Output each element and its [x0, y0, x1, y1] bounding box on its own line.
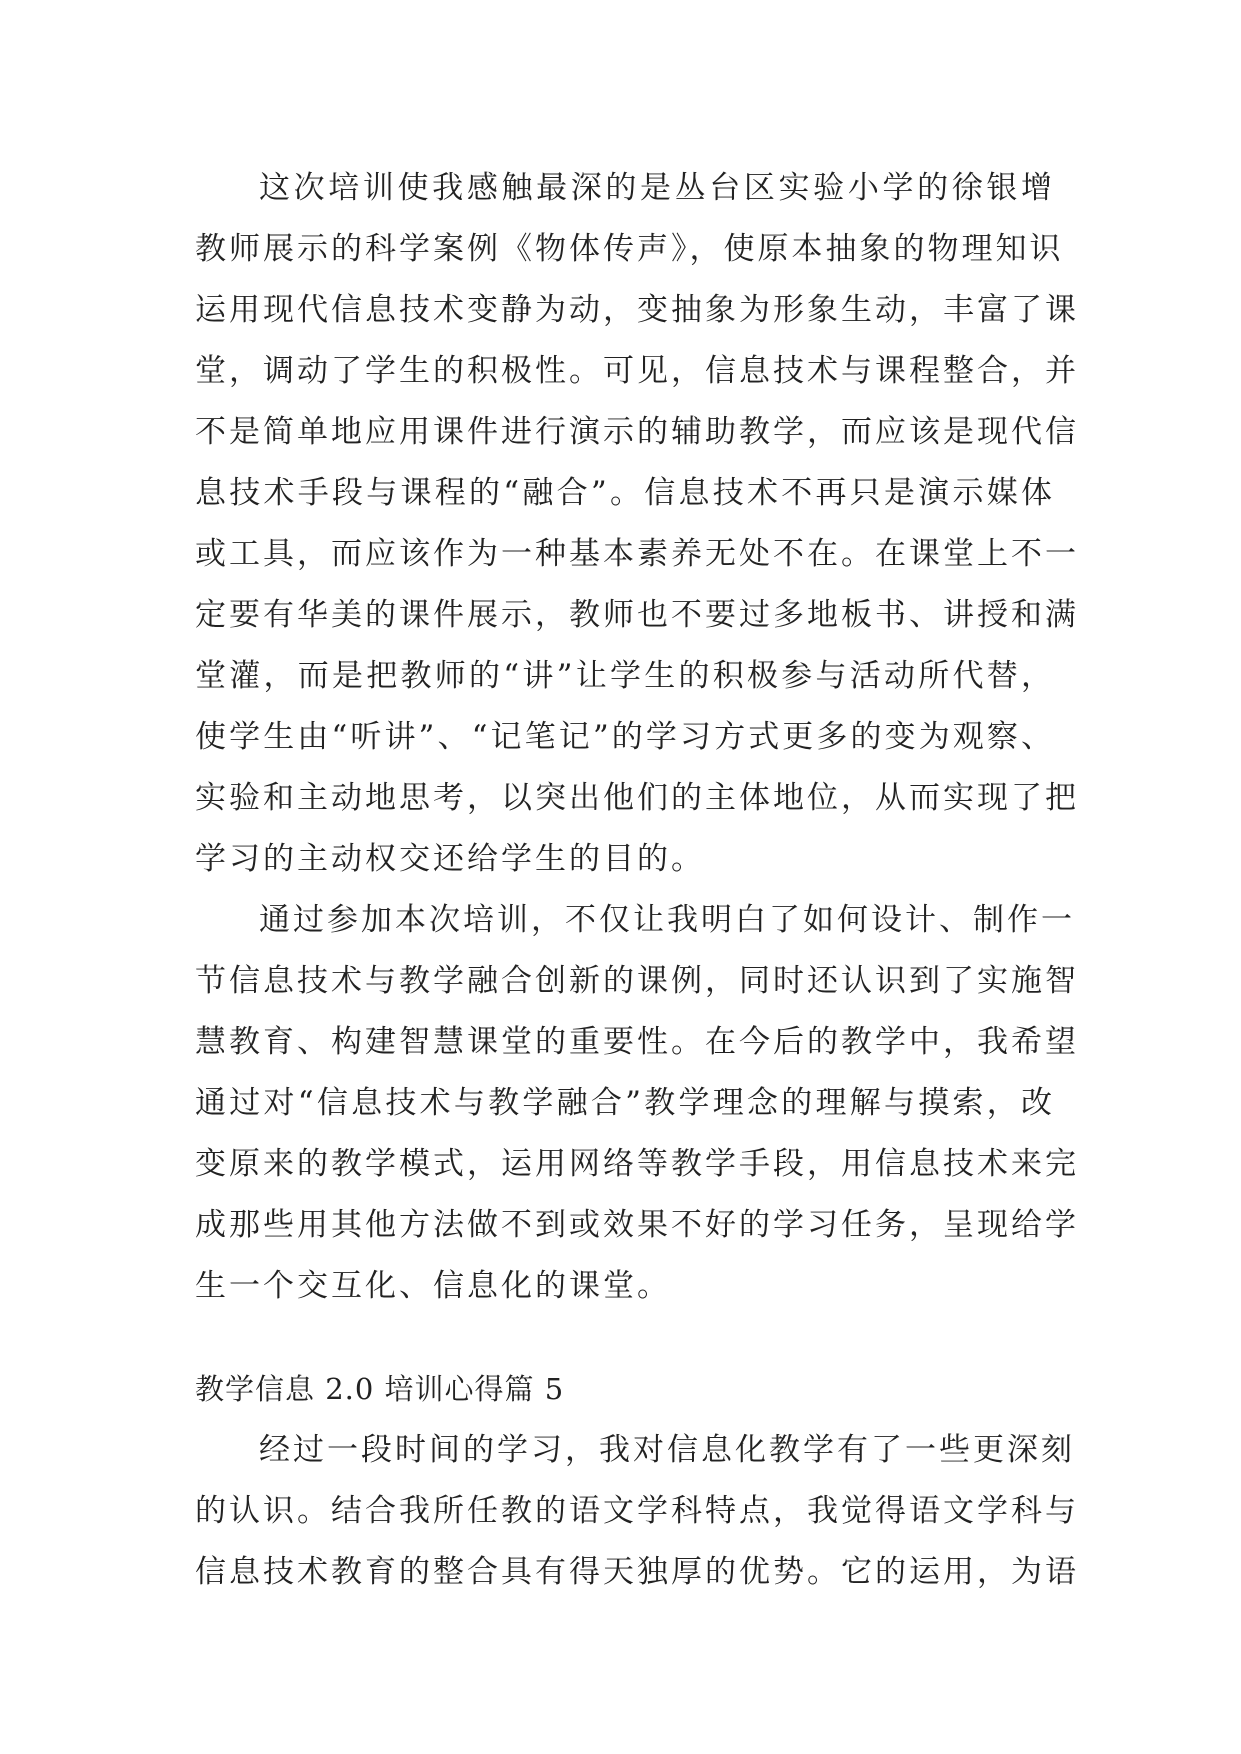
paragraph-line: 运用现代信息技术变静为动，变抽象为形象生动，丰富了课 — [195, 292, 1079, 328]
paragraph-line: 堂灌，而是把教师的“讲”让学生的积极参与活动所代替， — [195, 658, 1055, 694]
paragraph-line: 定要有华美的课件展示，教师也不要过多地板书、讲授和满 — [195, 597, 1079, 633]
paragraph-line: 这次培训使我感触最深的是丛台区实验小学的徐银增 — [259, 170, 1055, 206]
paragraph-line: 学习的主动权交还给学生的目的。 — [195, 841, 705, 877]
paragraph-line: 的认识。结合我所任教的语文学科特点，我觉得语文学科与 — [195, 1493, 1079, 1529]
paragraph-line: 信息技术教育的整合具有得天独厚的优势。它的运用，为语 — [195, 1554, 1079, 1590]
paragraph-line: 成那些用其他方法做不到或效果不好的学习任务，呈现给学 — [195, 1207, 1079, 1243]
paragraph-line: 息技术手段与课程的“融合”。信息技术不再只是演示媒体 — [195, 475, 1055, 511]
paragraph-line: 经过一段时间的学习，我对信息化教学有了一些更深刻 — [259, 1432, 1075, 1468]
paragraph-line: 不是简单地应用课件进行演示的辅助教学，而应该是现代信 — [195, 414, 1079, 450]
paragraph-line: 教师展示的科学案例《物体传声》，使原本抽象的物理知识 — [195, 231, 1064, 267]
paragraph-1 — [195, 158, 1079, 890]
paragraph-line: 堂，调动了学生的积极性。可见，信息技术与课程整合，并 — [195, 353, 1079, 389]
paragraph-line: 通过对“信息技术与教学融合”教学理念的理解与摸索，改 — [195, 1085, 1055, 1121]
section-spacer — [195, 1317, 1055, 1359]
paragraph-3 — [195, 1420, 1079, 1603]
paragraph-line: 实验和主动地思考，以突出他们的主体地位，从而实现了把 — [195, 780, 1079, 816]
paragraph-2 — [195, 890, 1079, 1317]
paragraph-line: 生一个交互化、信息化的课堂。 — [195, 1268, 671, 1304]
section-heading: 教学信息 2.0 培训心得篇 5 — [195, 1372, 565, 1406]
paragraph-line: 通过参加本次培训，不仅让我明白了如何设计、制作一 — [259, 902, 1075, 938]
document-body — [195, 158, 1079, 1603]
paragraph-line: 使学生由“听讲”、“记笔记”的学习方式更多的变为观察、 — [195, 719, 1055, 755]
paragraph-line: 或工具，而应该作为一种基本素养无处不在。在课堂上不一 — [195, 536, 1079, 572]
paragraph-line: 节信息技术与教学融合创新的课例，同时还认识到了实施智 — [195, 963, 1079, 999]
paragraph-line: 变原来的教学模式，运用网络等教学手段，用信息技术来完 — [195, 1146, 1079, 1182]
paragraph-line: 慧教育、构建智慧课堂的重要性。在今后的教学中，我希望 — [195, 1024, 1079, 1060]
